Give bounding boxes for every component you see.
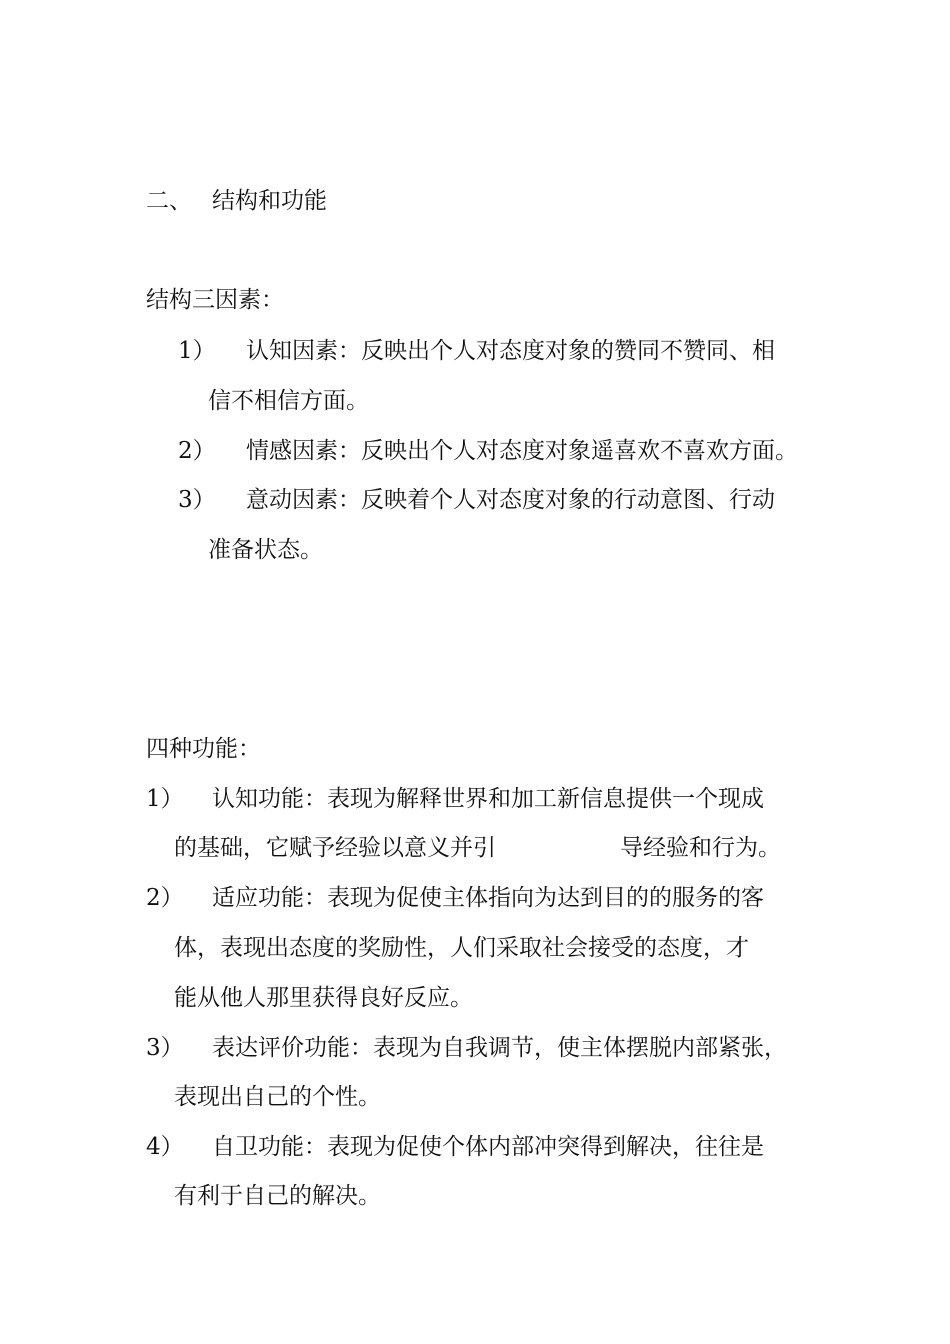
list-item-text: 能从他人那里获得良好反应。 [174,985,473,1011]
functions-heading: 四种功能： [146,736,261,762]
section-number: 二、 [146,188,192,214]
list-item-text: 的基础，它赋予经验以意义并引 [174,835,496,861]
list-number: 2） [146,885,184,911]
list-number: 3） [178,487,216,513]
list-number: 1） [146,786,184,812]
list-item-text: 意动因素：反映着个人对态度对象的行动意图、行动 [246,487,775,513]
list-item-text: 适应功能：表现为促使主体指向为达到目的的服务的客 [212,885,764,911]
list-number: 2） [178,438,216,464]
list-item-text: 情感因素：反映出个人对态度对象遥喜欢不喜欢方面。 [246,438,798,464]
list-item-text: 导经验和行为。 [620,835,781,861]
list-item-text: 自卫功能：表现为促使个体内部冲突得到解决，往往是 [212,1134,764,1160]
list-item-text: 有利于自己的解决。 [174,1183,381,1209]
list-number: 1） [178,338,216,364]
list-number: 3） [146,1035,184,1061]
list-item-text: 体，表现出态度的奖励性，人们采取社会接受的态度，才 [174,935,749,961]
list-item-text: 认知因素：反映出个人对态度对象的赞同不赞同、相 [246,338,775,364]
list-item-text: 表达评价功能：表现为自我调节，使主体摆脱内部紧张， [212,1035,787,1061]
list-item-text: 表现出自己的个性。 [174,1084,381,1110]
list-item-text: 认知功能：表现为解释世界和加工新信息提供一个现成 [212,786,764,812]
section-title: 结构和功能 [212,188,327,214]
list-item-text: 信不相信方面。 [208,388,369,414]
list-item-text: 准备状态。 [208,537,323,563]
structure-heading: 结构三因素： [146,287,284,313]
list-number: 4） [146,1134,184,1160]
